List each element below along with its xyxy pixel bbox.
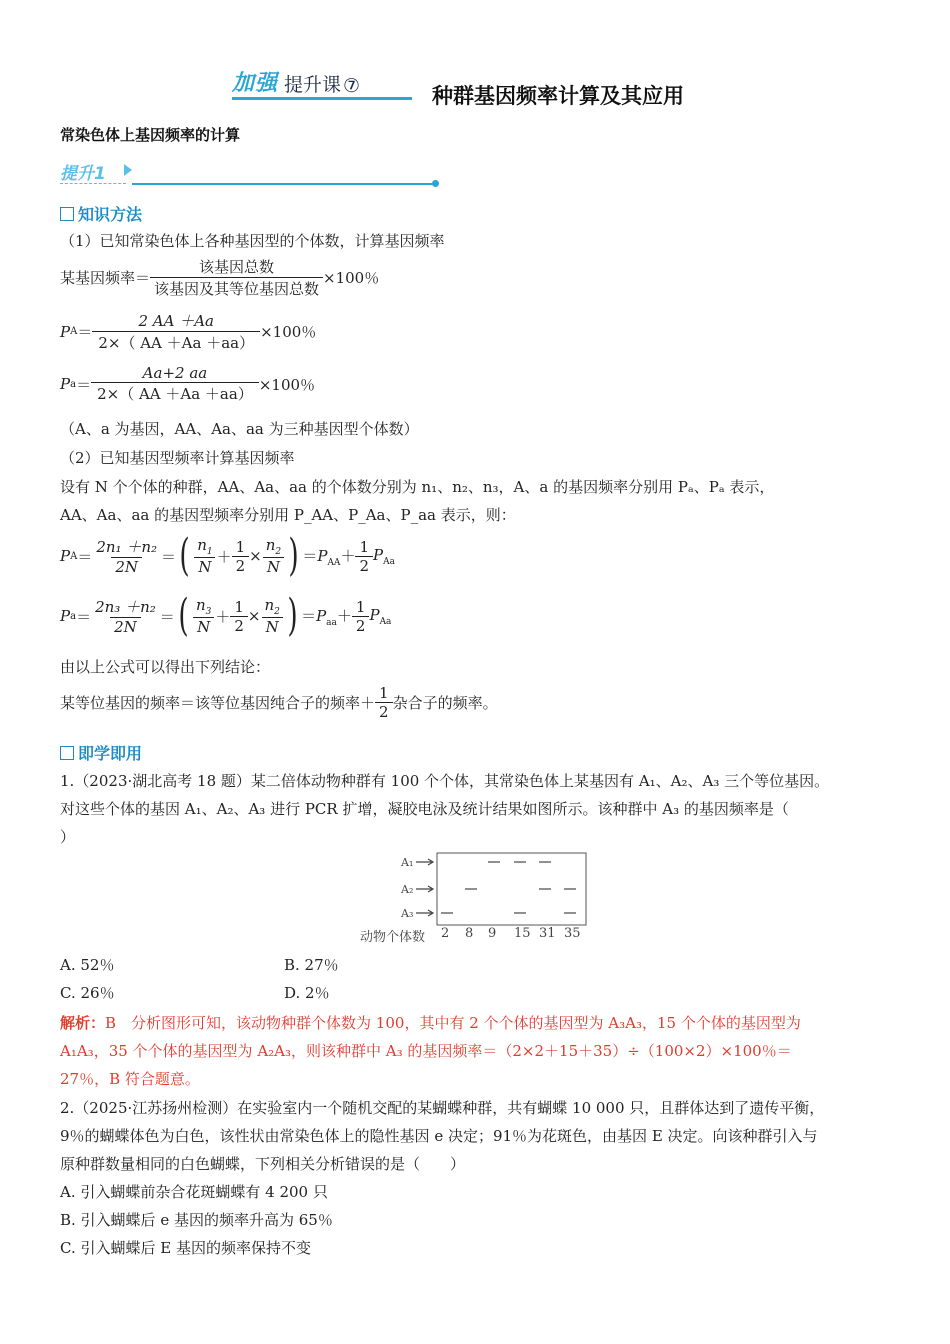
question-2-line-1: 2.（2025·江苏扬州检测）在实验室内一个随机交配的某蝴蝶种群，共有蝴蝶 10 000 只，且群体达到了遗传平衡， — [60, 1099, 825, 1117]
badge-number: ⑦ — [343, 75, 361, 97]
paren-right: ) — [287, 590, 298, 641]
conclusion — [60, 684, 498, 721]
fraction — [92, 536, 161, 576]
denominator: 2×（ AA ＋Aa ＋aa） — [92, 331, 260, 353]
arrow-icon — [416, 886, 433, 892]
formula-general — [60, 256, 379, 299]
denominator: 该基因及其等位基因总数 — [150, 277, 323, 299]
q2-option-b: B. 引入蝴蝶后 e 基因的频率升高为 65％ — [60, 1211, 333, 1229]
practice-heading — [60, 741, 142, 764]
fraction — [150, 256, 323, 299]
gel-row-label: A₁ — [401, 856, 414, 869]
times-100: ×100％ — [260, 323, 317, 341]
subscript: A — [70, 326, 78, 337]
equals: ＝ — [77, 547, 93, 566]
analysis-line-1 — [60, 1012, 801, 1033]
formula-pA-genotype: P A ＝ $\frac{\text{2n₁ ＋n₂}}{2N}$ ＝ ( $\frac{n_1}{N}$ ＋ $\frac{1}{2}$ × $\frac{n_2}{N}$ ) $=P_{AA}+$ $\frac{1}{2}$ $P_{Aa}$ — [60, 530, 395, 581]
denominator: 2N — [110, 617, 141, 636]
fraction: $\frac{1}{2}$ — [375, 684, 393, 721]
heading-text: 知识方法 — [78, 205, 143, 224]
formula-label: 某基因频率＝ — [60, 269, 151, 287]
fraction: $\frac{n_1}{N}$ — [193, 536, 216, 576]
p-symbol: P — [60, 322, 71, 341]
fraction: $\frac{1}{2}$ — [230, 598, 248, 635]
knowledge-item-2: （2）已知基因型频率计算基因频率 — [60, 449, 295, 467]
numerator: 2n₁ ＋n₂ — [96, 538, 158, 556]
option-d: D. 2％ — [284, 984, 330, 1002]
paren-left: ( — [178, 590, 189, 641]
denominator: 2N — [111, 557, 142, 576]
formula-pA — [60, 310, 316, 353]
fraction: $\frac{1}{2}$ — [352, 598, 370, 635]
equals: ＝ — [76, 607, 92, 626]
numerator: Aa+2 aa — [142, 364, 208, 382]
formula-pa — [60, 364, 315, 404]
q2-option-c: C. 引入蝴蝶后 E 基因的频率保持不变 — [60, 1239, 311, 1257]
triangle-icon — [124, 164, 132, 176]
p-symbol: P — [60, 607, 71, 625]
q2-option-a: A. 引入蝴蝶前杂合花斑蝴蝶有 4 200 只 — [60, 1183, 328, 1201]
formula-pa-genotype: P a ＝ $\frac{\text{2n₃ ＋n₂}}{2N}$ ＝ ( $\frac{n_3}{N}$ ＋ $\frac{1}{2}$ × $\frac{n_2}{N}$ ) $=P_{aa}+$ $\frac{1}{2}$ $P_{Aa}$ — [60, 590, 392, 641]
fraction: $\frac{1}{2}$ — [232, 538, 250, 575]
gel-column-label: 15 — [514, 926, 531, 941]
question-2-line-3: 原种群数量相同的白色蝴蝶，下列相关分析错误的是（ ） — [60, 1155, 466, 1173]
analysis-line-2: A₁A₃，35 个个体的基因型为 A₂A₃，则该种群中 A₃ 的基因频率＝（2×2＋15＋35）÷（100×2）×100％＝ — [60, 1042, 792, 1060]
fraction: $\frac{1}{2}$ — [355, 538, 373, 575]
divider — [132, 183, 434, 185]
checkbox-icon — [60, 746, 74, 760]
gel-column-label: 9 — [488, 926, 497, 941]
analysis-line-3: 27％，B 符合题意。 — [60, 1070, 200, 1088]
knowledge-item-1: （1）已知常染色体上各种基因型的个体数，计算基因频率 — [60, 232, 445, 250]
subscript: a — [70, 378, 77, 390]
gel-xlabel: 动物个体数 — [360, 930, 426, 945]
numerator: 该基因总数 — [199, 258, 275, 276]
badge-stylized: 加强 — [232, 71, 279, 96]
badge-text: 提升课 — [284, 74, 342, 96]
tisheng-label: 提升1 — [60, 164, 106, 184]
gel-column-label: 8 — [465, 926, 474, 941]
gel-row-label: A₂ — [401, 883, 414, 896]
knowledge-heading — [60, 202, 142, 225]
equals: ＝ — [76, 375, 92, 394]
p-symbol: P — [60, 375, 71, 393]
denominator: 2×（ AA ＋Aa ＋aa） — [91, 382, 259, 404]
arrow-icon — [416, 859, 433, 865]
numerator: 2n₃ ＋n₂ — [95, 598, 156, 616]
conclusion-text: 杂合子的频率。 — [392, 694, 498, 712]
analysis-label: 解析： — [60, 1014, 106, 1032]
fraction — [91, 596, 160, 636]
paren-left: ( — [179, 530, 190, 581]
conclusion-intro: 由以上公式可以得出下列结论： — [60, 658, 271, 676]
arrow-icon — [416, 910, 433, 916]
page-title: 种群基因频率计算及其应用 — [432, 84, 684, 108]
subscript: a — [70, 610, 77, 622]
analysis-text: B 分析图形可知，该动物种群个体数为 100，其中有 2 个个体的基因型为 A₃A₃，15 个个体的基因型为 — [105, 1014, 801, 1032]
question-1-line-3: ） — [60, 828, 76, 846]
gel-figure — [360, 852, 590, 945]
paragraph-2: AA、Aa、aa 的基因型频率分别用 P_AA、P_Aa、P_aa 表示，则： — [60, 506, 516, 524]
heading-text: 即学即用 — [78, 744, 143, 763]
fraction — [92, 310, 260, 353]
p-symbol: P — [60, 547, 71, 565]
question-1-line-1: 1.（2023·湖北高考 18 题）某二倍体动物种群有 100 个个体，其常染色体上某基因有 A₁、A₂、A₃ 三个等位基因。 — [60, 772, 830, 790]
badge-underline — [232, 97, 412, 100]
option-b: B. 27％ — [284, 956, 339, 974]
fraction: $\frac{n_3}{N}$ — [192, 596, 215, 636]
gel-column-label: 2 — [441, 926, 450, 941]
gel-row-label: A₃ — [401, 907, 414, 920]
question-1-line-2: 对这些个体的基因 A₁、A₂、A₃ 进行 PCR 扩增，凝胶电泳及统计结果如图所示。该种群中 A₃ 的基因频率是（ — [60, 800, 789, 818]
divider — [60, 183, 126, 184]
gel-column-label: 35 — [564, 926, 581, 941]
dot-icon — [432, 180, 439, 187]
note: （A、a 为基因，AA、Aa、aa 为三种基因型个体数） — [60, 420, 419, 438]
paragraph-1: 设有 N 个个体的种群，AA、Aa、aa 的个体数分别为 n₁、n₂、n₃，A、a 的基因频率分别用 Pₐ、Pₐ 表示， — [60, 478, 775, 496]
option-a: A. 52％ — [60, 956, 115, 974]
fraction — [91, 364, 259, 404]
checkbox-icon — [60, 207, 74, 221]
lesson-badge — [232, 66, 360, 97]
times-100: ×100％ — [323, 269, 380, 287]
times-100: ×100％ — [258, 375, 316, 394]
question-2-line-2: 9％的蝴蝶体色为白色，该性状由常染色体上的隐性基因 e 决定；91％为花斑色，由基因 E 决定。向该种群引入与 — [60, 1127, 818, 1145]
fraction: $\frac{n_2}{N}$ — [262, 536, 285, 576]
conclusion-text: 某等位基因的频率＝该等位基因纯合子的频率＋ — [60, 694, 376, 712]
numerator: 2 AA ＋Aa — [138, 312, 214, 330]
subscript: A — [70, 550, 78, 562]
equals: ＝ — [77, 323, 93, 341]
section-heading: 常染色体上基因频率的计算 — [60, 126, 241, 144]
gel-column-label: 31 — [539, 926, 556, 941]
option-c: C. 26％ — [60, 984, 115, 1002]
paren-right: ) — [288, 530, 299, 581]
fraction: $\frac{n_2}{N}$ — [260, 596, 283, 636]
